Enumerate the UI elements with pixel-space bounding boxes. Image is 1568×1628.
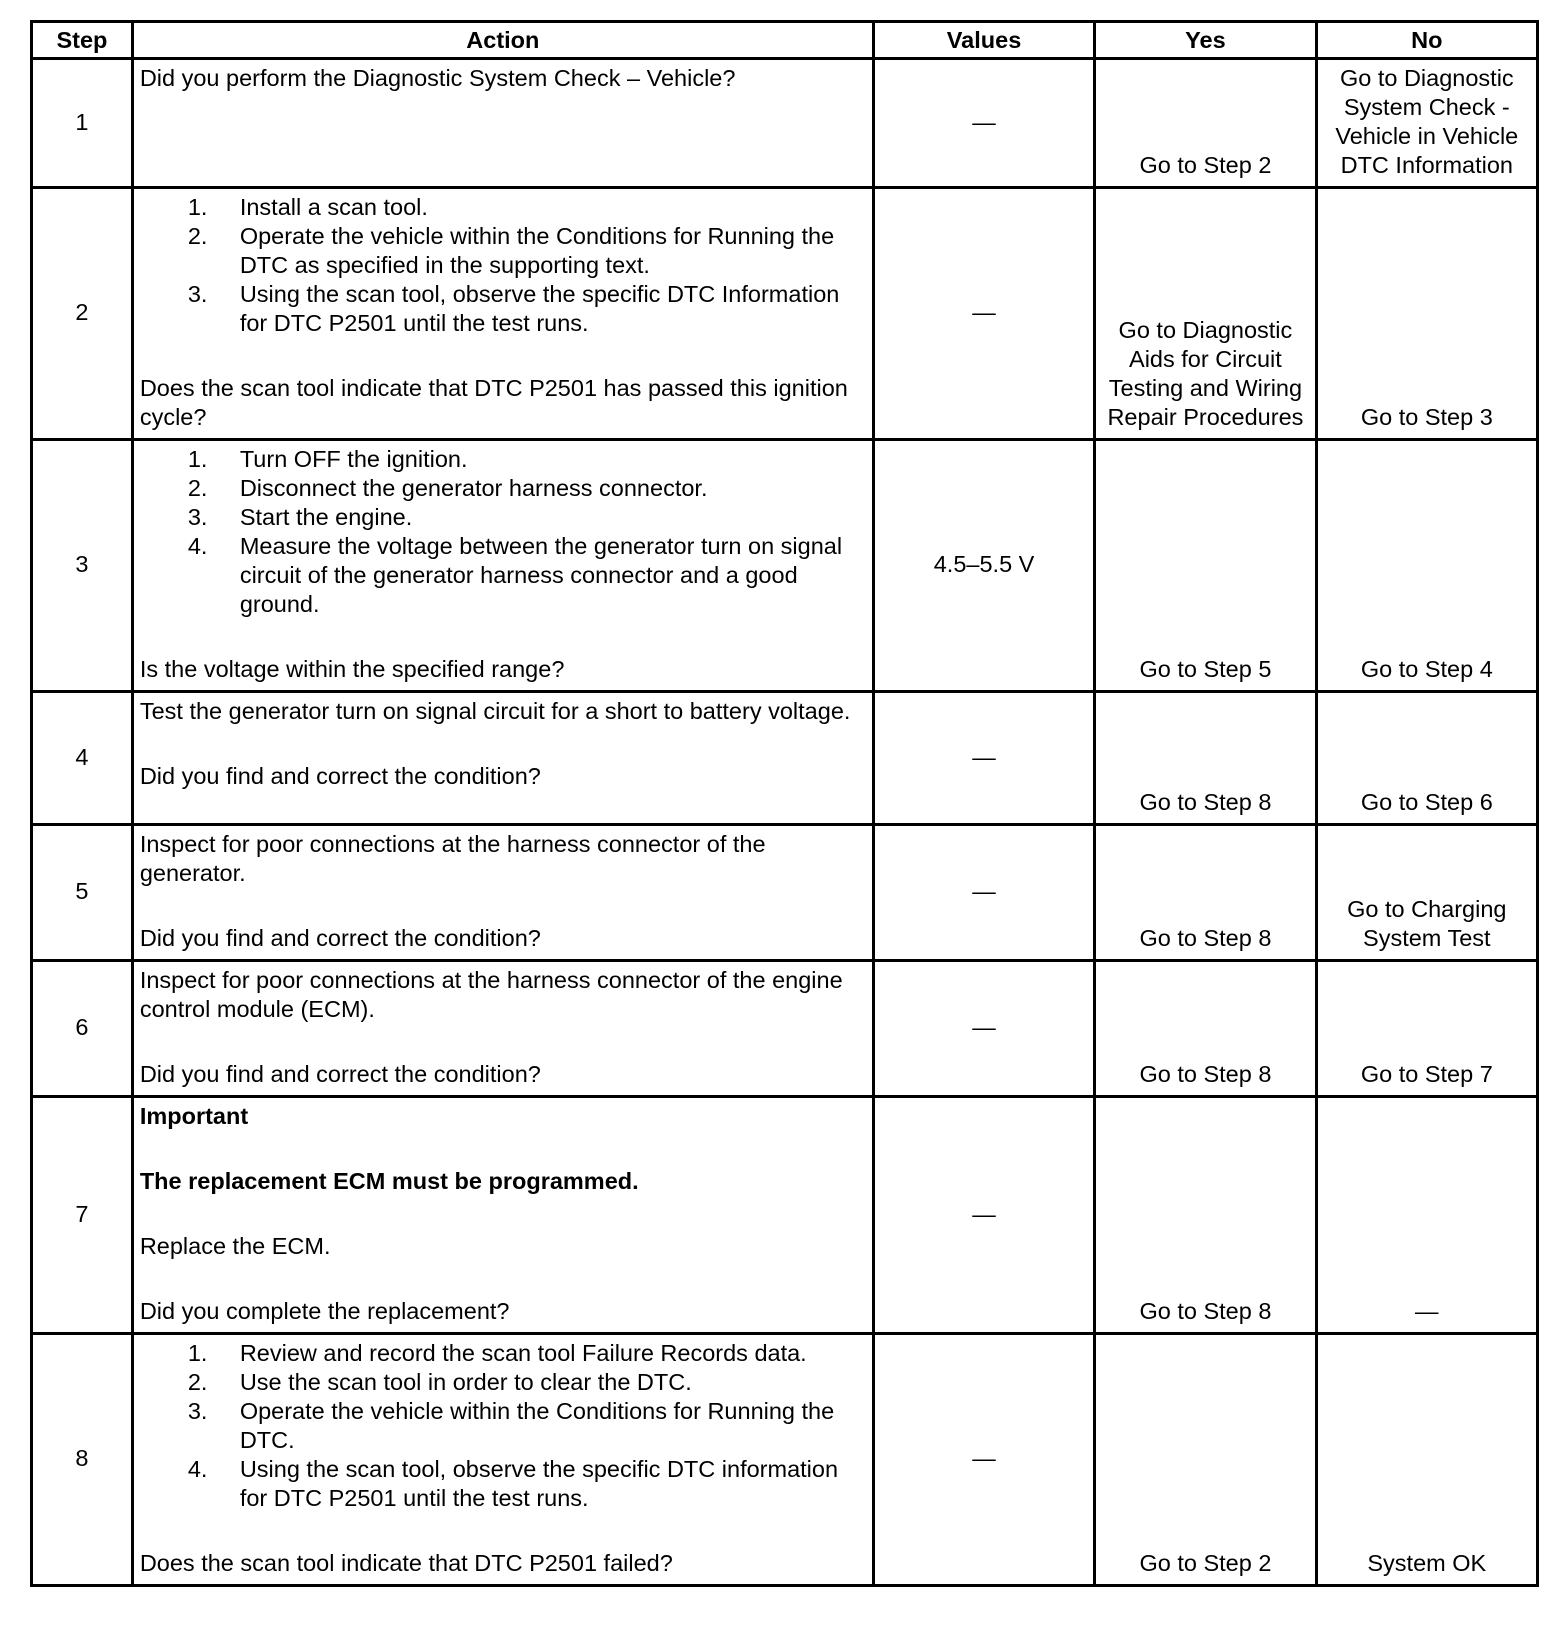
action-cell — [132, 59, 873, 188]
values-cell: — — [873, 825, 1094, 961]
list-item: 2. Use the scan tool in order to clear the DTC. — [187, 1369, 692, 1395]
action-question: Does the scan tool indicate that DTC P2501 failed? — [139, 1550, 673, 1576]
table-row — [32, 961, 1538, 1097]
action-question: Did you find and correct the condition? — [139, 925, 541, 951]
action-text: Replace the ECM. — [139, 1233, 331, 1259]
action-question: Does the scan tool indicate that DTC P2501 has passed this ignition cycle? — [139, 375, 848, 430]
header-action: Action — [132, 22, 873, 59]
list-item: 2. Disconnect the generator harness connector. — [187, 475, 708, 501]
list-item: 1. Review and record the scan tool Failure Records data. — [187, 1340, 807, 1366]
values-cell: — — [873, 692, 1094, 825]
header-values: Values — [873, 22, 1094, 59]
table-row — [32, 59, 1538, 188]
action-list — [140, 1339, 866, 1513]
yes-cell: Go to Step 8 — [1095, 825, 1316, 961]
header-step: Step — [32, 22, 133, 59]
step-number: 6 — [32, 961, 133, 1097]
action-cell — [132, 825, 873, 961]
header-no: No — [1316, 22, 1537, 59]
diagnostic-table — [30, 20, 1539, 1587]
no-cell: Go to Step 6 — [1316, 692, 1537, 825]
yes-cell: Go to Step 2 — [1095, 1334, 1316, 1586]
header-row — [32, 22, 1538, 59]
yes-cell: Go to Step 5 — [1095, 440, 1316, 692]
values-cell: — — [873, 961, 1094, 1097]
values-cell: — — [873, 1334, 1094, 1586]
step-number: 8 — [32, 1334, 133, 1586]
action-list — [140, 193, 866, 338]
action-cell — [132, 440, 873, 692]
step-number: 1 — [32, 59, 133, 188]
step-number: 4 — [32, 692, 133, 825]
yes-cell: Go to Diagnostic Aids for Circuit Testing and Wiring Repair Procedures — [1095, 188, 1316, 440]
action-question: Did you find and correct the condition? — [139, 763, 541, 789]
step-number: 5 — [32, 825, 133, 961]
list-item: 4. Measure the voltage between the generator turn on signal circuit of the generator harness connector and a good ground. — [187, 533, 843, 617]
action-question: Did you complete the replacement? — [139, 1298, 510, 1324]
list-item: 1. Turn OFF the ignition. — [187, 446, 468, 472]
step-number: 2 — [32, 188, 133, 440]
action-cell — [132, 692, 873, 825]
list-item: 3. Using the scan tool, observe the specific DTC Information for DTC P2501 until the test runs. — [187, 281, 840, 336]
action-cell — [132, 961, 873, 1097]
no-cell: — — [1316, 1097, 1537, 1334]
yes-cell: Go to Step 2 — [1095, 59, 1316, 188]
action-text: Inspect for poor connections at the harness connector of the engine control module (ECM). — [139, 967, 843, 1022]
values-cell: — — [873, 188, 1094, 440]
list-item: 3. Operate the vehicle within the Conditions for Running the DTC. — [187, 1398, 835, 1453]
action-text: Inspect for poor connections at the harness connector of the generator. — [139, 831, 766, 886]
values-cell: 4.5–5.5 V — [873, 440, 1094, 692]
no-cell: Go to Step 7 — [1316, 961, 1537, 1097]
table-row — [32, 188, 1538, 440]
table-row — [32, 825, 1538, 961]
no-cell: Go to Diagnostic System Check - Vehicle in Vehicle DTC Information — [1316, 59, 1537, 188]
yes-cell: Go to Step 8 — [1095, 961, 1316, 1097]
action-text: Did you perform the Diagnostic System Check – Vehicle? — [139, 65, 736, 91]
important-note: The replacement ECM must be programmed. — [139, 1168, 639, 1194]
table-row — [32, 1334, 1538, 1586]
no-cell: System OK — [1316, 1334, 1537, 1586]
yes-cell: Go to Step 8 — [1095, 1097, 1316, 1334]
values-cell: — — [873, 1097, 1094, 1334]
table-row — [32, 1097, 1538, 1334]
no-cell: Go to Step 3 — [1316, 188, 1537, 440]
list-item: 2. Operate the vehicle within the Conditions for Running the DTC as specified in the supporting text. — [187, 223, 835, 278]
table-row — [32, 692, 1538, 825]
action-question: Did you find and correct the condition? — [139, 1061, 541, 1087]
action-text: Test the generator turn on signal circuit for a short to battery voltage. — [139, 698, 851, 724]
action-cell — [132, 188, 873, 440]
step-number: 3 — [32, 440, 133, 692]
list-item: 3. Start the engine. — [187, 504, 413, 530]
action-list — [140, 445, 866, 619]
action-cell — [132, 1097, 873, 1334]
header-yes: Yes — [1095, 22, 1316, 59]
important-label: Important — [139, 1103, 249, 1129]
no-cell: Go to Charging System Test — [1316, 825, 1537, 961]
step-number: 7 — [32, 1097, 133, 1334]
action-cell — [132, 1334, 873, 1586]
no-cell: Go to Step 4 — [1316, 440, 1537, 692]
list-item: 1. Install a scan tool. — [187, 194, 428, 220]
yes-cell: Go to Step 8 — [1095, 692, 1316, 825]
table-row — [32, 440, 1538, 692]
list-item: 4. Using the scan tool, observe the specific DTC information for DTC P2501 until the test runs. — [187, 1456, 839, 1511]
values-cell: — — [873, 59, 1094, 188]
action-question: Is the voltage within the specified range? — [139, 656, 565, 682]
